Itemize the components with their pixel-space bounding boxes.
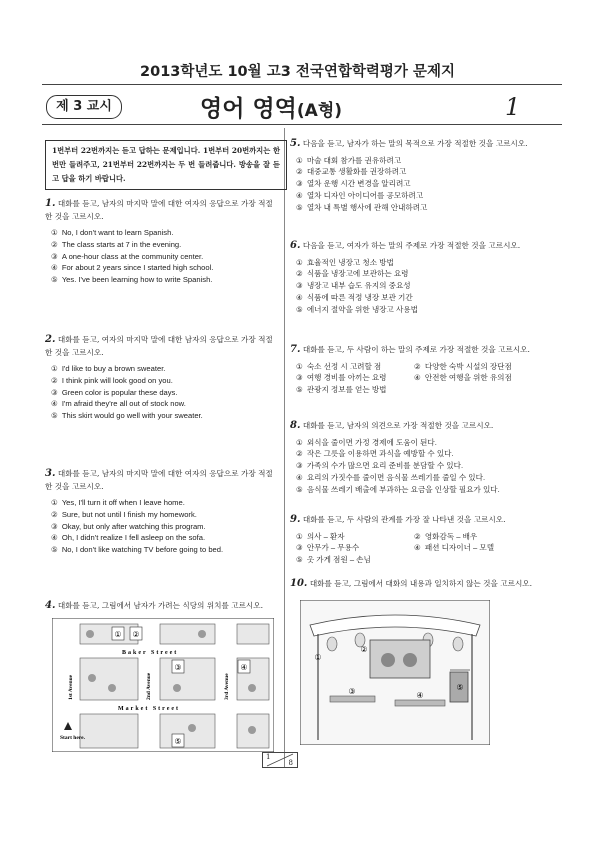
answer-option — [296, 460, 558, 472]
column-divider — [284, 128, 285, 768]
question-6 — [290, 240, 558, 315]
picture-marker-5: ⑤ — [456, 683, 464, 692]
option-text: 의사 – 환자 — [306, 531, 345, 541]
option-marker: ① — [51, 498, 58, 507]
option-list — [45, 497, 277, 556]
block — [160, 714, 215, 748]
option-marker: ⑤ — [296, 304, 303, 314]
question-number: 10. — [290, 578, 308, 589]
lantern — [327, 637, 337, 651]
street-label-market: Market Street — [118, 706, 181, 712]
option-marker: ③ — [296, 281, 303, 291]
avenue-label-1st: 1st Avenue — [68, 674, 74, 700]
period-badge: 제 3 교시 — [46, 95, 122, 119]
option-marker: ③ — [51, 251, 58, 261]
question-3 — [45, 468, 277, 556]
question-7 — [290, 344, 558, 396]
tree — [198, 630, 206, 638]
option-marker: ⑤ — [51, 411, 58, 421]
option-marker: ② — [296, 167, 303, 177]
map-marker-1: ① — [114, 630, 122, 639]
question-stem: 대화를 듣고, 여자의 마지막 말에 대한 남자의 응답으로 가장 적절한 것을 고르시오. — [45, 335, 273, 357]
tree — [248, 726, 256, 734]
answer-option — [51, 274, 277, 286]
option-text: 다양한 숙박 시설의 장단점 — [424, 361, 512, 371]
map-marker-3: ③ — [174, 663, 182, 672]
framed-picture — [370, 640, 430, 678]
option-marker: ③ — [51, 387, 58, 397]
answer-option — [296, 190, 558, 202]
option-marker: ② — [414, 361, 421, 371]
option-text: No, I don't like watching TV before going to bed. — [61, 545, 224, 555]
picture-marker-3: ③ — [348, 687, 356, 696]
answer-option — [296, 178, 558, 190]
option-text: 안전한 여행을 위한 유의점 — [424, 373, 512, 383]
question-10 — [290, 578, 558, 591]
option-marker: ① — [51, 364, 58, 373]
option-text: 관광지 정보를 얻는 방법 — [306, 385, 387, 395]
option-marker: ② — [414, 531, 421, 541]
question-4 — [45, 600, 285, 613]
option-marker: ④ — [296, 472, 303, 482]
option-text: 대중교통 생활화를 권장하려고 — [306, 167, 407, 177]
option-text: 패션 디자이너 – 모델 — [424, 543, 495, 553]
answer-option — [51, 239, 277, 251]
table-top — [330, 696, 375, 702]
answer-option — [51, 375, 277, 387]
option-marker: ④ — [296, 190, 303, 200]
option-text: 효율적인 냉장고 청소 방법 — [306, 257, 394, 267]
option-text: Green color is popular these days. — [61, 387, 178, 397]
answer-option — [51, 410, 277, 422]
option-text: 옷 가게 점원 – 손님 — [306, 555, 371, 565]
option-marker: ① — [296, 437, 303, 447]
answer-option — [414, 372, 534, 384]
option-text: A one-hour class at the community center. — [61, 251, 204, 261]
answer-option — [414, 542, 534, 554]
answer-option — [296, 472, 558, 484]
option-text: 식품을 냉장고에 보관하는 요령 — [306, 269, 409, 279]
option-text: 가족의 수가 많으면 요리 준비를 분담할 수 있다. — [306, 461, 464, 471]
option-text: I'd like to buy a brown sweater. — [61, 364, 166, 373]
answer-option — [51, 398, 277, 410]
option-marker: ② — [296, 269, 303, 279]
map-marker-2: ② — [132, 630, 140, 639]
option-text: Yes. I've been learning how to write Spanish. — [61, 275, 213, 285]
option-text: The class starts at 7 in the evening. — [61, 239, 182, 249]
option-marker: ⑤ — [51, 545, 58, 555]
option-marker: ⑤ — [296, 385, 303, 395]
answer-option — [296, 202, 558, 214]
option-marker: ① — [296, 155, 303, 165]
question-number: 6. — [290, 240, 301, 251]
question-stem: 대화를 듣고, 그림에서 남자가 가려는 식당의 위치를 고르시오. — [57, 601, 263, 610]
answer-option — [296, 531, 406, 543]
option-marker: ② — [51, 509, 58, 519]
option-marker: ⑤ — [296, 484, 303, 494]
avenue-label-2nd: 2nd Avenue — [146, 672, 152, 700]
map-marker-5: ⑤ — [174, 737, 182, 746]
start-label: Start here. — [60, 735, 85, 741]
answer-option — [51, 521, 277, 533]
answer-option — [296, 166, 558, 178]
answer-option — [414, 361, 534, 373]
option-marker: ⑤ — [296, 202, 303, 212]
question-9 — [290, 514, 558, 566]
option-marker: ④ — [414, 543, 421, 553]
option-text: 작은 그릇을 이용하면 과식을 예방할 수 있다. — [306, 449, 454, 459]
option-text: 냉장고 내부 습도 유지의 중요성 — [306, 281, 411, 291]
option-marker: ③ — [296, 461, 303, 471]
header-bottom-rule — [42, 124, 562, 125]
picture-marker-2: ② — [360, 645, 368, 654]
option-marker: ④ — [51, 533, 58, 543]
question-1 — [45, 198, 277, 286]
question-stem: 대화를 듣고, 남자의 마지막 말에 대한 여자의 응답으로 가장 적절한 것을 고르시오. — [45, 199, 273, 221]
option-list — [45, 227, 277, 286]
answer-option — [51, 262, 277, 274]
street-label-baker: Baker Street — [122, 650, 179, 656]
option-text: I think pink will look good on you. — [61, 375, 173, 385]
header-rule — [42, 84, 562, 85]
option-text: 요리의 가짓수를 줄이면 음식물 쓰레기를 줄일 수 있다. — [306, 472, 486, 482]
tree — [248, 684, 256, 692]
block — [80, 714, 138, 748]
option-marker: ① — [296, 361, 303, 371]
answer-option — [296, 268, 558, 280]
option-marker: ③ — [296, 373, 303, 383]
option-text: Yes, I'll turn it off when I leave home. — [61, 498, 185, 507]
question-stem: 대화를 듣고, 그림에서 대화의 내용과 일치하지 않는 것을 고르시오. — [309, 579, 533, 588]
answer-option — [51, 227, 277, 239]
option-text: 식품에 따른 적정 냉장 보관 기간 — [306, 292, 413, 302]
option-marker: ② — [51, 239, 58, 249]
option-marker: ④ — [414, 373, 421, 383]
tree — [108, 684, 116, 692]
question-number: 8. — [290, 420, 301, 431]
option-text: For about 2 years since I started high school. — [61, 263, 214, 273]
option-text: Okay, but only after watching this program. — [61, 521, 206, 531]
option-text: 음식물 쓰레기 배출에 부과하는 요금을 인상할 필요가 있다. — [306, 484, 500, 494]
option-marker: ④ — [51, 399, 58, 409]
panda-figure — [403, 653, 417, 667]
question-stem: 대화를 듣고, 두 사람의 관계를 가장 잘 나타낸 것을 고르시오. — [302, 515, 506, 524]
answer-option — [296, 384, 406, 396]
option-marker: ⑤ — [51, 275, 58, 285]
current-page: 1 — [266, 753, 271, 761]
question-number: 7. — [290, 344, 301, 355]
option-text: 열차 디자인 아이디어를 공모하려고 — [306, 190, 424, 200]
option-marker: ① — [296, 531, 303, 541]
answer-option — [51, 363, 277, 375]
block — [237, 624, 269, 644]
block — [160, 624, 215, 644]
option-text: 에너지 절약을 위한 냉장고 사용법 — [306, 304, 418, 314]
answer-option — [296, 542, 406, 554]
question-stem: 대화를 듣고, 남자의 마지막 말에 대한 여자의 응답으로 가장 적절한 것을 고르시오. — [45, 469, 273, 491]
listening-notice: 1번부터 22번까지는 듣고 답하는 문제입니다. 1번부터 20번까지는 한 번만 들려주고, 21번부터 22번까지는 두 번 들려줍니다. 방송을 잘 듣고 답을 하기 바랍니다. — [45, 140, 287, 190]
answer-option — [296, 292, 558, 304]
page-indicator — [262, 752, 298, 768]
answer-option — [51, 509, 277, 521]
answer-option — [296, 554, 406, 566]
option-text: I'm afraid they're all out of stock now. — [61, 399, 186, 409]
option-marker: ④ — [296, 292, 303, 302]
answer-option — [296, 257, 558, 269]
answer-option — [51, 532, 277, 544]
answer-option — [51, 544, 277, 556]
option-marker: ③ — [296, 543, 303, 553]
total-pages: 8 — [288, 759, 293, 767]
lantern — [453, 637, 463, 651]
option-text: No, I don't want to learn Spanish. — [61, 228, 174, 237]
option-marker: ① — [296, 257, 303, 267]
option-text: 여행 경비를 아끼는 요령 — [306, 373, 387, 383]
question-number: 1. — [45, 198, 56, 209]
question-stem: 대화를 듣고, 남자의 의견으로 가장 적절한 것을 고르시오. — [302, 421, 494, 430]
form-type: (A형) — [296, 101, 343, 121]
option-text: 영화감독 – 배우 — [424, 531, 478, 541]
tree — [188, 724, 196, 732]
subject-title — [200, 90, 342, 123]
answer-option — [296, 484, 558, 496]
answer-option — [51, 251, 277, 263]
page-number: 1 — [505, 93, 521, 121]
answer-option — [296, 280, 558, 292]
option-text: 열차 운행 시간 변경을 알리려고 — [306, 179, 411, 189]
option-list — [290, 437, 558, 496]
option-list — [45, 363, 277, 422]
answer-option — [296, 372, 406, 384]
avenue-label-3rd: 3rd Avenue — [224, 673, 230, 700]
question-2 — [45, 334, 277, 422]
table-top — [395, 700, 445, 706]
question-stem: 다음을 듣고, 여자가 하는 말의 주제로 가장 적절한 것을 고르시오. — [302, 241, 521, 250]
option-text: This skirt would go well with your sweater. — [61, 411, 203, 421]
question-stem: 대화를 듣고, 두 사람이 하는 말의 주제로 가장 적절한 것을 고르시오. — [302, 345, 530, 354]
option-marker: ③ — [296, 179, 303, 189]
option-text: 열차 내 특별 행사에 관해 안내하려고 — [306, 202, 428, 212]
option-list — [290, 361, 558, 396]
answer-option — [296, 155, 558, 167]
option-marker: ④ — [51, 263, 58, 273]
answer-option — [51, 497, 277, 509]
question-number: 3. — [45, 468, 56, 479]
tent-illustration — [300, 600, 490, 745]
question-8 — [290, 420, 558, 495]
option-text: 숙소 선정 시 고려할 점 — [306, 361, 382, 371]
option-list — [290, 155, 558, 214]
block — [160, 658, 215, 700]
question-stem: 다음을 듣고, 남자가 하는 말의 목적으로 가장 적절한 것을 고르시오. — [302, 139, 528, 148]
subject-name: 영어 영역 — [200, 96, 297, 122]
option-text: 마술 대회 참가를 권유하려고 — [306, 155, 402, 165]
picture-marker-4: ④ — [416, 691, 424, 700]
tree — [88, 674, 96, 682]
option-marker: ② — [296, 449, 303, 459]
option-list — [290, 257, 558, 316]
option-text: 외식을 줄이면 가정 경제에 도움이 된다. — [306, 437, 437, 447]
panda-figure — [381, 653, 395, 667]
option-list — [290, 531, 558, 566]
question-number: 5. — [290, 138, 301, 149]
tree — [86, 630, 94, 638]
option-marker: ③ — [51, 521, 58, 531]
answer-option — [51, 387, 277, 399]
exam-title: 2013학년도 10월 고3 전국연합학력평가 문제지 — [140, 64, 455, 80]
answer-option — [296, 304, 558, 316]
answer-option — [296, 437, 558, 449]
map-marker-4: ④ — [240, 663, 248, 672]
answer-option — [296, 448, 558, 460]
option-marker: ⑤ — [296, 555, 303, 565]
question-number: 2. — [45, 334, 56, 345]
option-text: Oh, I didn't realize I fell asleep on the sofa. — [61, 533, 206, 543]
street-map — [52, 618, 274, 752]
option-marker: ② — [51, 375, 58, 385]
option-text: 안무가 – 무용수 — [306, 543, 360, 553]
tree — [173, 684, 181, 692]
option-marker: ① — [51, 228, 58, 237]
question-number: 4. — [45, 600, 56, 611]
answer-option — [296, 361, 406, 373]
question-number: 9. — [290, 514, 301, 525]
answer-option — [414, 531, 534, 543]
question-5 — [290, 138, 558, 213]
picture-marker-1: ① — [314, 653, 322, 662]
option-text: Sure, but not until I finish my homework. — [61, 509, 197, 519]
